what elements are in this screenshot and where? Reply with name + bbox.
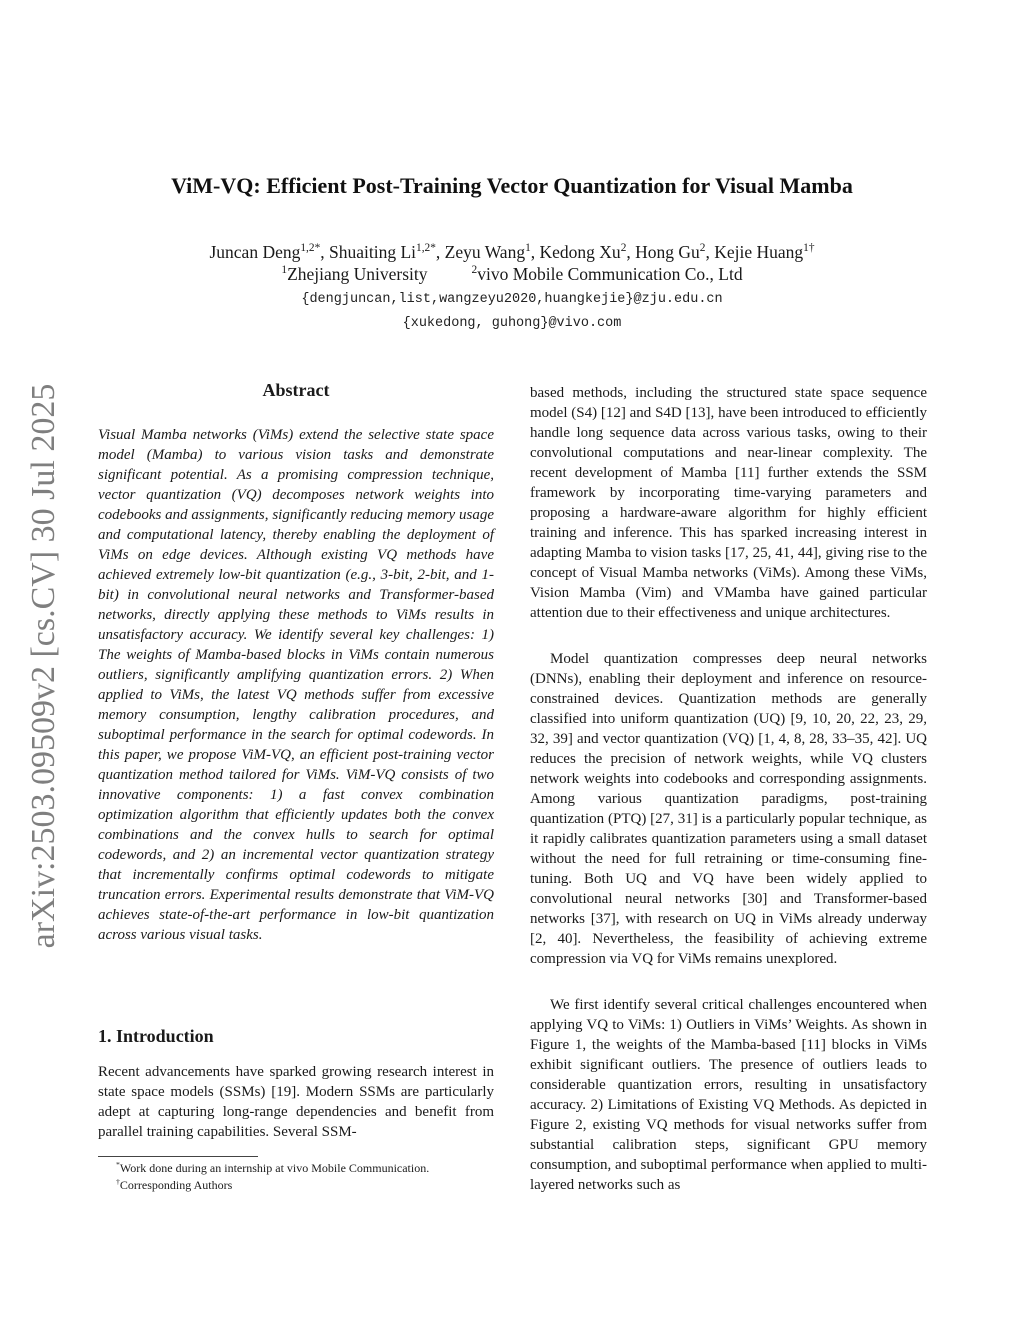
author-affil-mark: 1,2* bbox=[300, 242, 321, 255]
abstract-text: Visual Mamba networks (ViMs) extend the selective state space model (Mamba) to various vision tasks and demonstrate significant potential. As a promising compression technique, vector quantization (VQ) decomposes network weights into codebooks and assignments, significantly reducing memory usage and computational latency, thereby enabling the deployment of ViMs on edge devices. Although existing VQ methods have achieved extremely low-bit quantization (e.g., 3-bit, 2-bit, and 1-bit) in convolutional neural networks and Transformer-based networks, directly applying these methods to ViMs results in unsatisfactory accuracy. We identify several key challenges: 1) The weights of Mamba-based blocks in ViMs contain numerous outliers, significantly amplifying quantization errors. 2) When applied to ViMs, the latest VQ methods suffer from excessive memory consumption, lengthy calibration procedures, and suboptimal performance in the search for optimal codewords. In this paper, we propose ViM-VQ, an efficient post-training vector quantization method tailored for ViMs. ViM-VQ consists of two innovative components: 1) a fast convex combination optimization algorithm that efficiently updates both the convex combinations and the convex hulls to search for optimal codewords, and 2) an incremental vector quantization strategy that incrementally confirms optimal codewords to mitigate truncation errors. Experimental results demonstrate that ViM-VQ achieves state-of-the-art performance in low-bit quantization across various visual tasks. bbox=[98, 427, 494, 943]
body-paragraph-1: based methods, including the structured state space sequence model (S4) [12] and S4D [13], have been introduced to efficiently handle long sequence data across various tasks, owing to their convolutional computations and near-linear complexity. The recent development of Mamba [11] further extends the SSM framework by incorporating time-varying parameters and proposing a hardware-aware algorithm for highly efficient training and inference. This has sparked increasing interest in adapting Mamba to vision tasks [17, 25, 41, 44], giving rise to the concept of Visual Mamba networks (ViMs). Among these ViMs, Vision Mamba (Vim) and VMamba have gained particular attention due to their effectiveness and unique architectures. bbox=[530, 385, 927, 621]
affiliations bbox=[0, 264, 1024, 285]
email-vivo[interactable]: {xukedong, guhong}@vivo.com bbox=[402, 316, 622, 331]
footnote-text: Work done during an internship at vivo Mobile Communication. bbox=[119, 1161, 430, 1175]
body-paragraph-2: Model quantization compresses deep neural networks (DNNs), enabling their deployment and inference on resource-constrained devices. Quantization methods are generally classified into uniform quantization (UQ) [9, 10, 20, 22, 23, 29, 32, 39] and vector quantization (VQ) [1, 4, 8, 28, 33–35, 42]. UQ reduces the precision of network weights, while VQ clusters network weights into codebooks and corresponding assignments. Among various quantization paradigms, post-training quantization (PTQ) [27, 31] is a particularly popular technique, as it rapidly calibrates quantization parameters using a small dataset without the need for full retraining or time-consuming fine-tuning. Both UQ and VQ have been widely applied to convolutional neural networks [30] and Transformer-based networks [37], with research on UQ in ViMs already underway [2, 40]. Nevertheless, the feasibility of achieving extreme compression via VQ for ViMs remains unexplored. bbox=[530, 651, 927, 967]
author-name: Kejie Huang bbox=[714, 242, 804, 262]
footnote-rule bbox=[98, 1156, 258, 1157]
body-paragraph-3: We first identify several critical challenges encountered when applying VQ to ViMs: 1) Outliers in ViMs’ Weights. As shown in Figure 1, the weights of the Mamba-based [11] blocks in ViMs exhibit significant outliers. The presence of outliers leads to considerable quantization errors, resulting in unsatisfactory accuracy. 2) Limitations of Existing VQ Methods. As depicted in Figure 2, existing VQ methods for visual networks suffer from substantial calibration steps, significant GPU memory consumption, and suboptimal performance when applied to multi-layered networks such as bbox=[530, 997, 927, 1193]
section-heading-introduction: 1. Introduction bbox=[98, 1026, 214, 1046]
footnote-item bbox=[98, 1160, 518, 1177]
author-affil-mark: 1,2* bbox=[416, 242, 436, 255]
affil-name: vivo Mobile Communication Co., Ltd bbox=[477, 264, 743, 284]
author-affil-mark: 1 bbox=[525, 242, 531, 255]
intro-paragraph: Recent advancements have sparked growing research interest in state space models (SSMs) [19]. Modern SSMs are particularly adept at capturing long-range dependencies and benefit from parallel training capabilities. Several SSM- bbox=[98, 1064, 494, 1140]
footnote-mark: * bbox=[116, 1160, 120, 1169]
footnote-mark: † bbox=[116, 1177, 120, 1186]
email-zju[interactable]: {dengjuncan,list,wangzeyu2020,huangkejie}@zju.edu.cn bbox=[301, 292, 723, 307]
footnote-item bbox=[98, 1177, 518, 1194]
footnotes bbox=[98, 1160, 518, 1194]
footnote-text: Corresponding Authors bbox=[119, 1178, 233, 1192]
author-affil-mark: 2 bbox=[620, 242, 627, 255]
author-name: Zeyu Wang bbox=[444, 242, 526, 262]
author-name: Shuaiting Li bbox=[329, 242, 417, 262]
affil-number: 1 bbox=[281, 264, 288, 277]
author-name: Kedong Xu bbox=[539, 242, 621, 262]
arxiv-identifier: arXiv:2503.09509v2 [cs.CV] 30 Jul 2025 bbox=[25, 383, 62, 949]
author-name: Juncan Deng bbox=[209, 242, 301, 262]
author-affil-mark: 2 bbox=[699, 242, 706, 255]
affil-name: Zhejiang University bbox=[287, 264, 428, 284]
paper-title: ViM-VQ: Efficient Post-Training Vector Quantization for Visual Mamba bbox=[171, 173, 853, 198]
abstract-heading: Abstract bbox=[262, 380, 330, 400]
author-list: Juncan Deng$^{1,2*}$, Shuaiting $Li^{1,2*}$, Zeyu Wang$^1$, Kedong Xu$^2$, Hong Gu$^2$, Kejie Huang$^{1\dagger}$ bbox=[209, 242, 815, 262]
affil-number: 2 bbox=[471, 264, 478, 277]
author-affil-mark: 1† bbox=[803, 242, 815, 255]
author-name: Hong Gu bbox=[635, 242, 700, 262]
